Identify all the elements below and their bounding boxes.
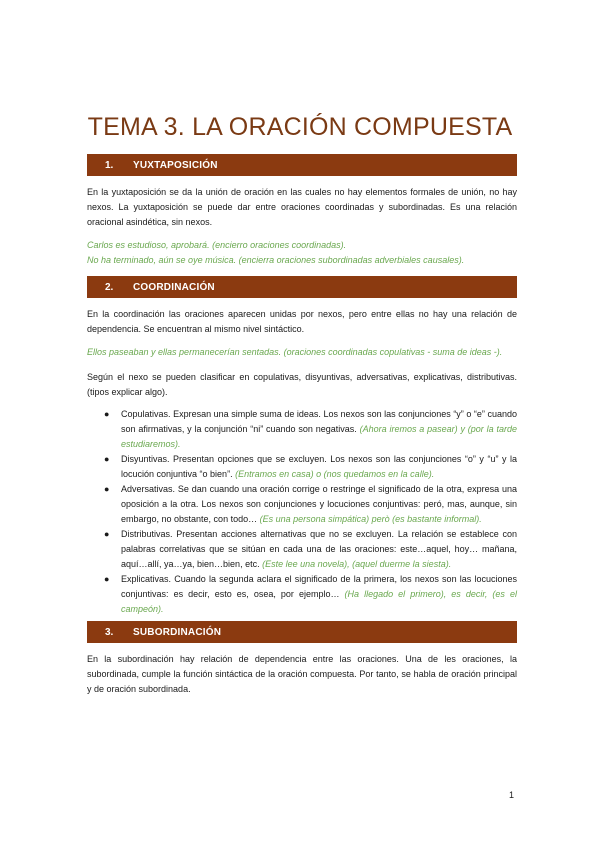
section-header-yuxtaposicion <box>87 154 517 176</box>
yuxtaposicion-example-2: No ha terminado, aún se oye música. (encierra oraciones subordinadas adverbiales causales). <box>87 255 465 265</box>
section-header-coordinacion <box>87 276 517 298</box>
coordinacion-example: Ellos paseaban y ellas permanecerían sentadas. (oraciones coordinadas copulativas - suma de ideas -). <box>87 347 503 357</box>
section-name: YUXTAPOSICIÓN <box>133 159 218 171</box>
list-item-text: Adversativas. Se dan cuando una oración corrige o restringe el significado de la otra, expresa una oposición a la otra. Los nexos son conjunciones y locuciones conjuntivas: peró, mas, aunque, sin embargo, no obstante, con todo… <box>121 484 517 524</box>
list-item <box>87 452 517 482</box>
bullet-icon: ● <box>104 454 110 464</box>
list-item <box>87 482 517 527</box>
coordinacion-paragraph-2: Según el nexo se pueden clasificar en copulativas, disyuntivas, adversativas, explicativas, distributivas. (tipos explicar algo). <box>87 372 517 397</box>
subordinacion-paragraph: En la subordinación hay relación de dependencia entre las oraciones. Una de les oraciones, la subordinada, cumple la función sintáctica de la oración compuesta. Por tanto, se habla de oración principal y de oración subordinada. <box>87 654 517 694</box>
list-item <box>87 527 517 572</box>
list-item-example: (Este lee una novela), (aquel duerme la siesta). <box>262 559 452 569</box>
section-name: COORDINACIÓN <box>133 281 215 293</box>
list-item-example: (Es una persona simpática) però (es bastante informal). <box>259 514 482 524</box>
list-item-text: Distributivas. Presentan acciones alternativas que no se excluyen. La relación se establece con palabras correlativas que se sitúan en cada una de las oraciones: este…aquel, hoy… mañana, aquí…allí, ya…ya, bien…bien, etc. <box>121 529 517 569</box>
list-item <box>87 407 517 452</box>
section-number: 3. <box>105 626 114 638</box>
list-item-text: Explicativas. Cuando la segunda aclara el significado de la primera, los nexos son las locuciones conjuntivas: es decir, esto es, osea, por ejemplo… <box>121 574 517 599</box>
yuxtaposicion-paragraph: En la yuxtaposición se da la unión de oración en las cuales no hay elementos formales de unión, no hay nexos. La yuxtaposición se puede dar entre oraciones coordinadas y subordinadas. Es una relación oracional asindética, sin nexos. <box>87 187 517 227</box>
section-number: 1. <box>105 159 114 171</box>
section-number: 2. <box>105 281 114 293</box>
yuxtaposicion-example-1: Carlos es estudioso, aprobará. (encierro oraciones coordinadas). <box>87 240 347 250</box>
list-item <box>87 572 517 617</box>
list-item-text: Disyuntivas. Presentan opciones que se excluyen. Los nexos son las conjunciones “o” y “u” y la locución conjuntiva “o bien”. <box>121 454 517 479</box>
bullet-icon: ● <box>104 529 110 539</box>
list-item-example: (Ahora iremos a pasear) y (por la tarde estudiaremos). <box>121 424 517 449</box>
section-header-subordinacion <box>87 621 517 643</box>
page-title: TEMA 3. LA ORACIÓN COMPUESTA <box>87 113 513 141</box>
bullet-icon: ● <box>104 409 110 419</box>
bullet-icon: ● <box>104 574 110 584</box>
coordinacion-types-list <box>87 407 517 617</box>
list-item-text: Copulativas. Expresan una simple suma de ideas. Los nexos son las conjunciones “y” o “e” cuando son afirmativas, y la conjunción “ni” cuando son negativas. <box>121 409 517 434</box>
bullet-icon: ● <box>104 484 110 494</box>
coordinacion-paragraph-1: En la coordinación las oraciones aparecen unidas por nexos, pero entre ellas no hay una relación de dependencia. Se encuentran al mismo nivel sintáctico. <box>87 309 517 334</box>
list-item-example: (Entramos en casa) o (nos quedamos en la calle). <box>235 469 435 479</box>
page-number: 1 <box>508 790 514 800</box>
list-item-example: (Ha llegado el primero), es decir, (es el campeón). <box>121 589 517 614</box>
section-name: SUBORDINACIÓN <box>133 626 222 638</box>
